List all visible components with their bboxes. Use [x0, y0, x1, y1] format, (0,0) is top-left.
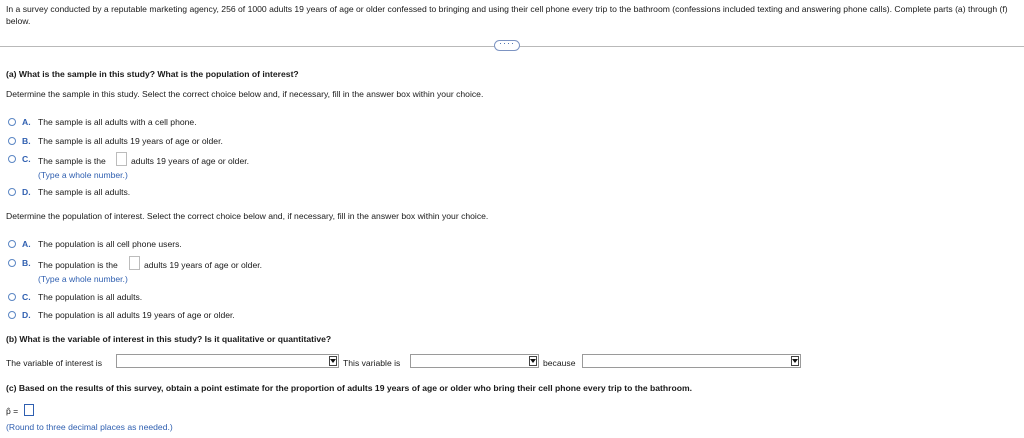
- sample-choice-b-text: The sample is all adults 19 years of age or older.: [38, 136, 223, 146]
- sample-choice-c-text-before: The sample is the: [38, 156, 106, 166]
- sample-choice-d-letter: D.: [22, 187, 31, 197]
- sample-choice-d-radio[interactable]: [8, 188, 16, 196]
- population-choice-a-text: The population is all cell phone users.: [38, 239, 182, 249]
- sample-choice-b-letter: B.: [22, 136, 31, 146]
- variable-dropdown[interactable]: [116, 354, 339, 368]
- population-choice-c-radio[interactable]: [8, 293, 16, 301]
- population-choice-b-hint: (Type a whole number.): [38, 274, 128, 284]
- part-b-question: (b) What is the variable of interest in this study? Is it qualitative or quantitative?: [6, 334, 332, 344]
- part-c-question: (c) Based on the results of this survey, obtain a point estimate for the proportion of adults 19 years of age or older who bring their cell phone every trip to the bathroom.: [6, 383, 693, 393]
- population-choice-d-letter: D.: [22, 310, 31, 320]
- point-estimate-input[interactable]: [24, 404, 34, 416]
- sample-choice-c-letter: C.: [22, 154, 31, 164]
- population-choice-a-radio[interactable]: [8, 240, 16, 248]
- population-prompt: Determine the population of interest. Select the correct choice below and, if necessary, fill in the answer box within your choice.: [6, 211, 489, 221]
- chevron-down-icon: [329, 356, 337, 366]
- sample-choice-a-radio[interactable]: [8, 118, 16, 126]
- variable-type-dropdown[interactable]: [410, 354, 539, 368]
- population-number-input[interactable]: [129, 256, 140, 270]
- sample-prompt: Determine the sample in this study. Select the correct choice below and, if necessary, fill in the answer box within your choice.: [6, 89, 484, 99]
- variable-label: The variable of interest is: [6, 358, 103, 368]
- sample-choice-d-text: The sample is all adults.: [38, 187, 131, 197]
- expand-more-button[interactable]: [494, 40, 520, 51]
- population-choice-b-radio[interactable]: [8, 259, 16, 267]
- p-hat-label: p̂ =: [6, 406, 19, 416]
- because-label: because: [543, 358, 576, 368]
- population-choice-b-text-after: adults 19 years of age or older.: [144, 260, 263, 270]
- sample-choice-b-radio[interactable]: [8, 137, 16, 145]
- population-choice-b-letter: B.: [22, 258, 31, 268]
- population-choice-c-letter: C.: [22, 292, 31, 302]
- part-a-question: (a) What is the sample in this study? What is the population of interest?: [6, 69, 299, 79]
- sample-choice-c-text-after: adults 19 years of age or older.: [131, 156, 250, 166]
- population-choice-d-radio[interactable]: [8, 311, 16, 319]
- sample-number-input[interactable]: [116, 152, 127, 166]
- more-dots-label: ····: [499, 38, 515, 48]
- population-choice-c-text: The population is all adults.: [38, 292, 143, 302]
- sample-choice-a-text: The sample is all adults with a cell phone.: [38, 117, 197, 127]
- variable-type-label: This variable is: [343, 358, 401, 368]
- population-choice-b-text-before: The population is the: [38, 260, 118, 270]
- problem-statement: In a survey conducted by a reputable marketing agency, 256 of 1000 adults 19 years of age or older confessed to bringing and using their cell phone every trip to the bathroom (confessions included texting and answering phone calls). Complete parts (a) through (f) below.: [6, 4, 1008, 26]
- sample-choice-c-hint: (Type a whole number.): [38, 170, 128, 180]
- round-hint: (Round to three decimal places as needed.): [6, 422, 173, 432]
- population-choice-a-letter: A.: [22, 239, 31, 249]
- chevron-down-icon: [791, 356, 799, 366]
- sample-choice-c-radio[interactable]: [8, 155, 16, 163]
- sample-choice-a-letter: A.: [22, 117, 31, 127]
- reason-dropdown[interactable]: [582, 354, 801, 368]
- population-choice-d-text: The population is all adults 19 years of age or older.: [38, 310, 235, 320]
- chevron-down-icon: [529, 356, 537, 366]
